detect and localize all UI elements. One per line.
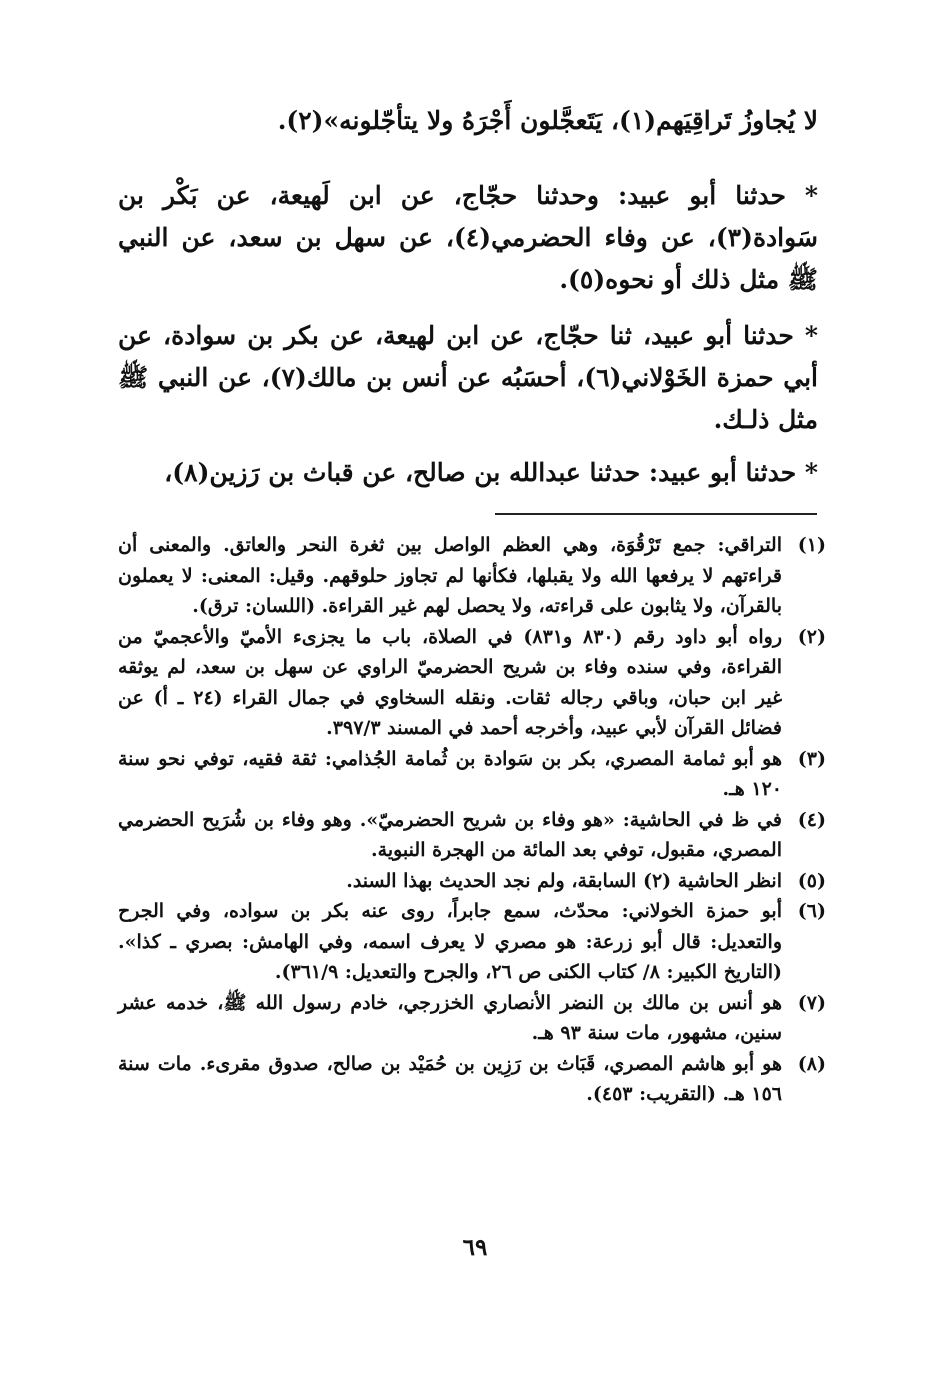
footnote-number: (٤) bbox=[797, 808, 826, 831]
footnote-number: (٣) bbox=[797, 747, 826, 770]
body-paragraph-4 bbox=[118, 452, 818, 494]
footnote-3 bbox=[118, 744, 826, 805]
footnote-separator bbox=[495, 513, 817, 515]
footnote-number: (٧) bbox=[797, 991, 826, 1014]
footnote-text: في ظ في الحاشية: «هو وفاء بن شريح الحضرميّ». وهو وفاء بن شُرَيح الحضرمي المصري، مقبول، توفي بعد المائة من الهجرة النبوية. bbox=[118, 808, 782, 861]
footnote-text: التراقي: جمع تَرْقُوَة، وهي العظم الواصل بين ثغرة النحر والعاتق. والمعنى أن قراءتهم لا يرفعها الله ولا يقبلها، فكأنها لم تجاوز حلوقهم. وقيل: المعنى: لا يعملون بالقرآن، ولا يثابون على قراءته، ولا يحصل لهم غير القراءة. (اللسان: ترق). bbox=[118, 534, 782, 617]
footnote-6 bbox=[118, 896, 826, 988]
footnote-1 bbox=[118, 530, 826, 622]
body-text: * حدثنا أبو عبيد: وحدثنا حجّاج، عن ابن لَهيعة، عن بَكْر بن سَوادة(٣)، عن وفاء الحضرمي(٤)، عن سهل بن سعد، عن النبي ﷺ مثل ذلك أو نحوه(٥). bbox=[118, 181, 818, 294]
footnote-text: انظر الحاشية (٢) السابقة، ولم نجد الحديث بهذا السند. bbox=[346, 869, 782, 892]
footnote-text: هو أبو ثمامة المصري، بكر بن سَوادة بن ثُمامة الجُذامي: ثقة فقيه، توفي نحو سنة ١٢٠ هـ. bbox=[118, 747, 782, 800]
footnote-5 bbox=[118, 866, 826, 897]
footnote-number: (٢) bbox=[797, 625, 826, 648]
footnote-number: (٨) bbox=[797, 1052, 826, 1075]
footnote-8 bbox=[118, 1049, 826, 1110]
footnote-number: (٥) bbox=[797, 869, 826, 892]
body-paragraph-3 bbox=[118, 315, 818, 441]
body-text: * حدثنا أبو عبيد، ثنا حجّاج، عن ابن لهيعة، عن بكر بن سوادة، عن أبي حمزة الخَوْلاني(٦)، أحسَبُه عن أنس بن مالك(٧)، عن النبي ﷺ مثل ذلـك. bbox=[118, 321, 818, 434]
footnote-7 bbox=[118, 988, 826, 1049]
page-number: ٦٩ bbox=[462, 1234, 488, 1261]
footnote-text: هو أنس بن مالك بن النضر الأنصاري الخزرجي، خادم رسول الله ﷺ، خدمه عشر سنين، مشهور، مات سنة ٩٣ هـ. bbox=[118, 991, 782, 1044]
body-paragraph-1 bbox=[118, 100, 818, 142]
footnote-text: هو أبو هاشم المصري، قَبَاث بن رَزِين بن حُمَيْد بن صالح، صدوق مقرىء. مات سنة ١٥٦ هـ. (التقريب: ٤٥٣). bbox=[118, 1052, 782, 1105]
footnote-4 bbox=[118, 805, 826, 866]
body-paragraph-2 bbox=[118, 175, 818, 301]
body-text: * حدثنا أبو عبيد: حدثنا عبدالله بن صالح، عن قباث بن رَزين(٨)، bbox=[164, 458, 818, 487]
footnote-text: رواه أبو داود رقم (٨٣٠ و٨٣١) في الصلاة، باب ما يجزىء الأميّ والأعجميّ من القراءة، وفي سنده وفاء بن شريح الحضرميّ الراوي عن سهل بن سعد، لم يوثقه غير ابن حبان، وباقي رجاله ثقات. ونقله السخاوي في جمال القراء (٢٤ ـ أ) عن فضائل القرآن لأبي عبيد، وأخرجه أحمد في المسند ٣٩٧/٣. bbox=[118, 625, 783, 739]
body-text: لا يُجاوزُ تَراقِيَهم(١)، يَتَعجَّلون أَجْرَهُ ولا يتأجّلونه»(٢). bbox=[277, 106, 818, 135]
footnotes bbox=[118, 530, 826, 1110]
footnote-text: أبو حمزة الخولاني: محدّث، سمع جابراً، روى عنه بكر بن سواده، وفي الجرح والتعديل: قال أبو زرعة: هو مصري لا يعرف اسمه، وفي الهامش: بصري ـ كذا». (التاريخ الكبير: ٨/ كتاب الكنى ص ٢٦، والجرح والتعديل: ٣٦١/٩). bbox=[118, 900, 782, 983]
footnote-number: (٦) bbox=[797, 900, 826, 922]
footnote-number: (١) bbox=[797, 534, 826, 556]
footnote-2 bbox=[118, 622, 826, 744]
